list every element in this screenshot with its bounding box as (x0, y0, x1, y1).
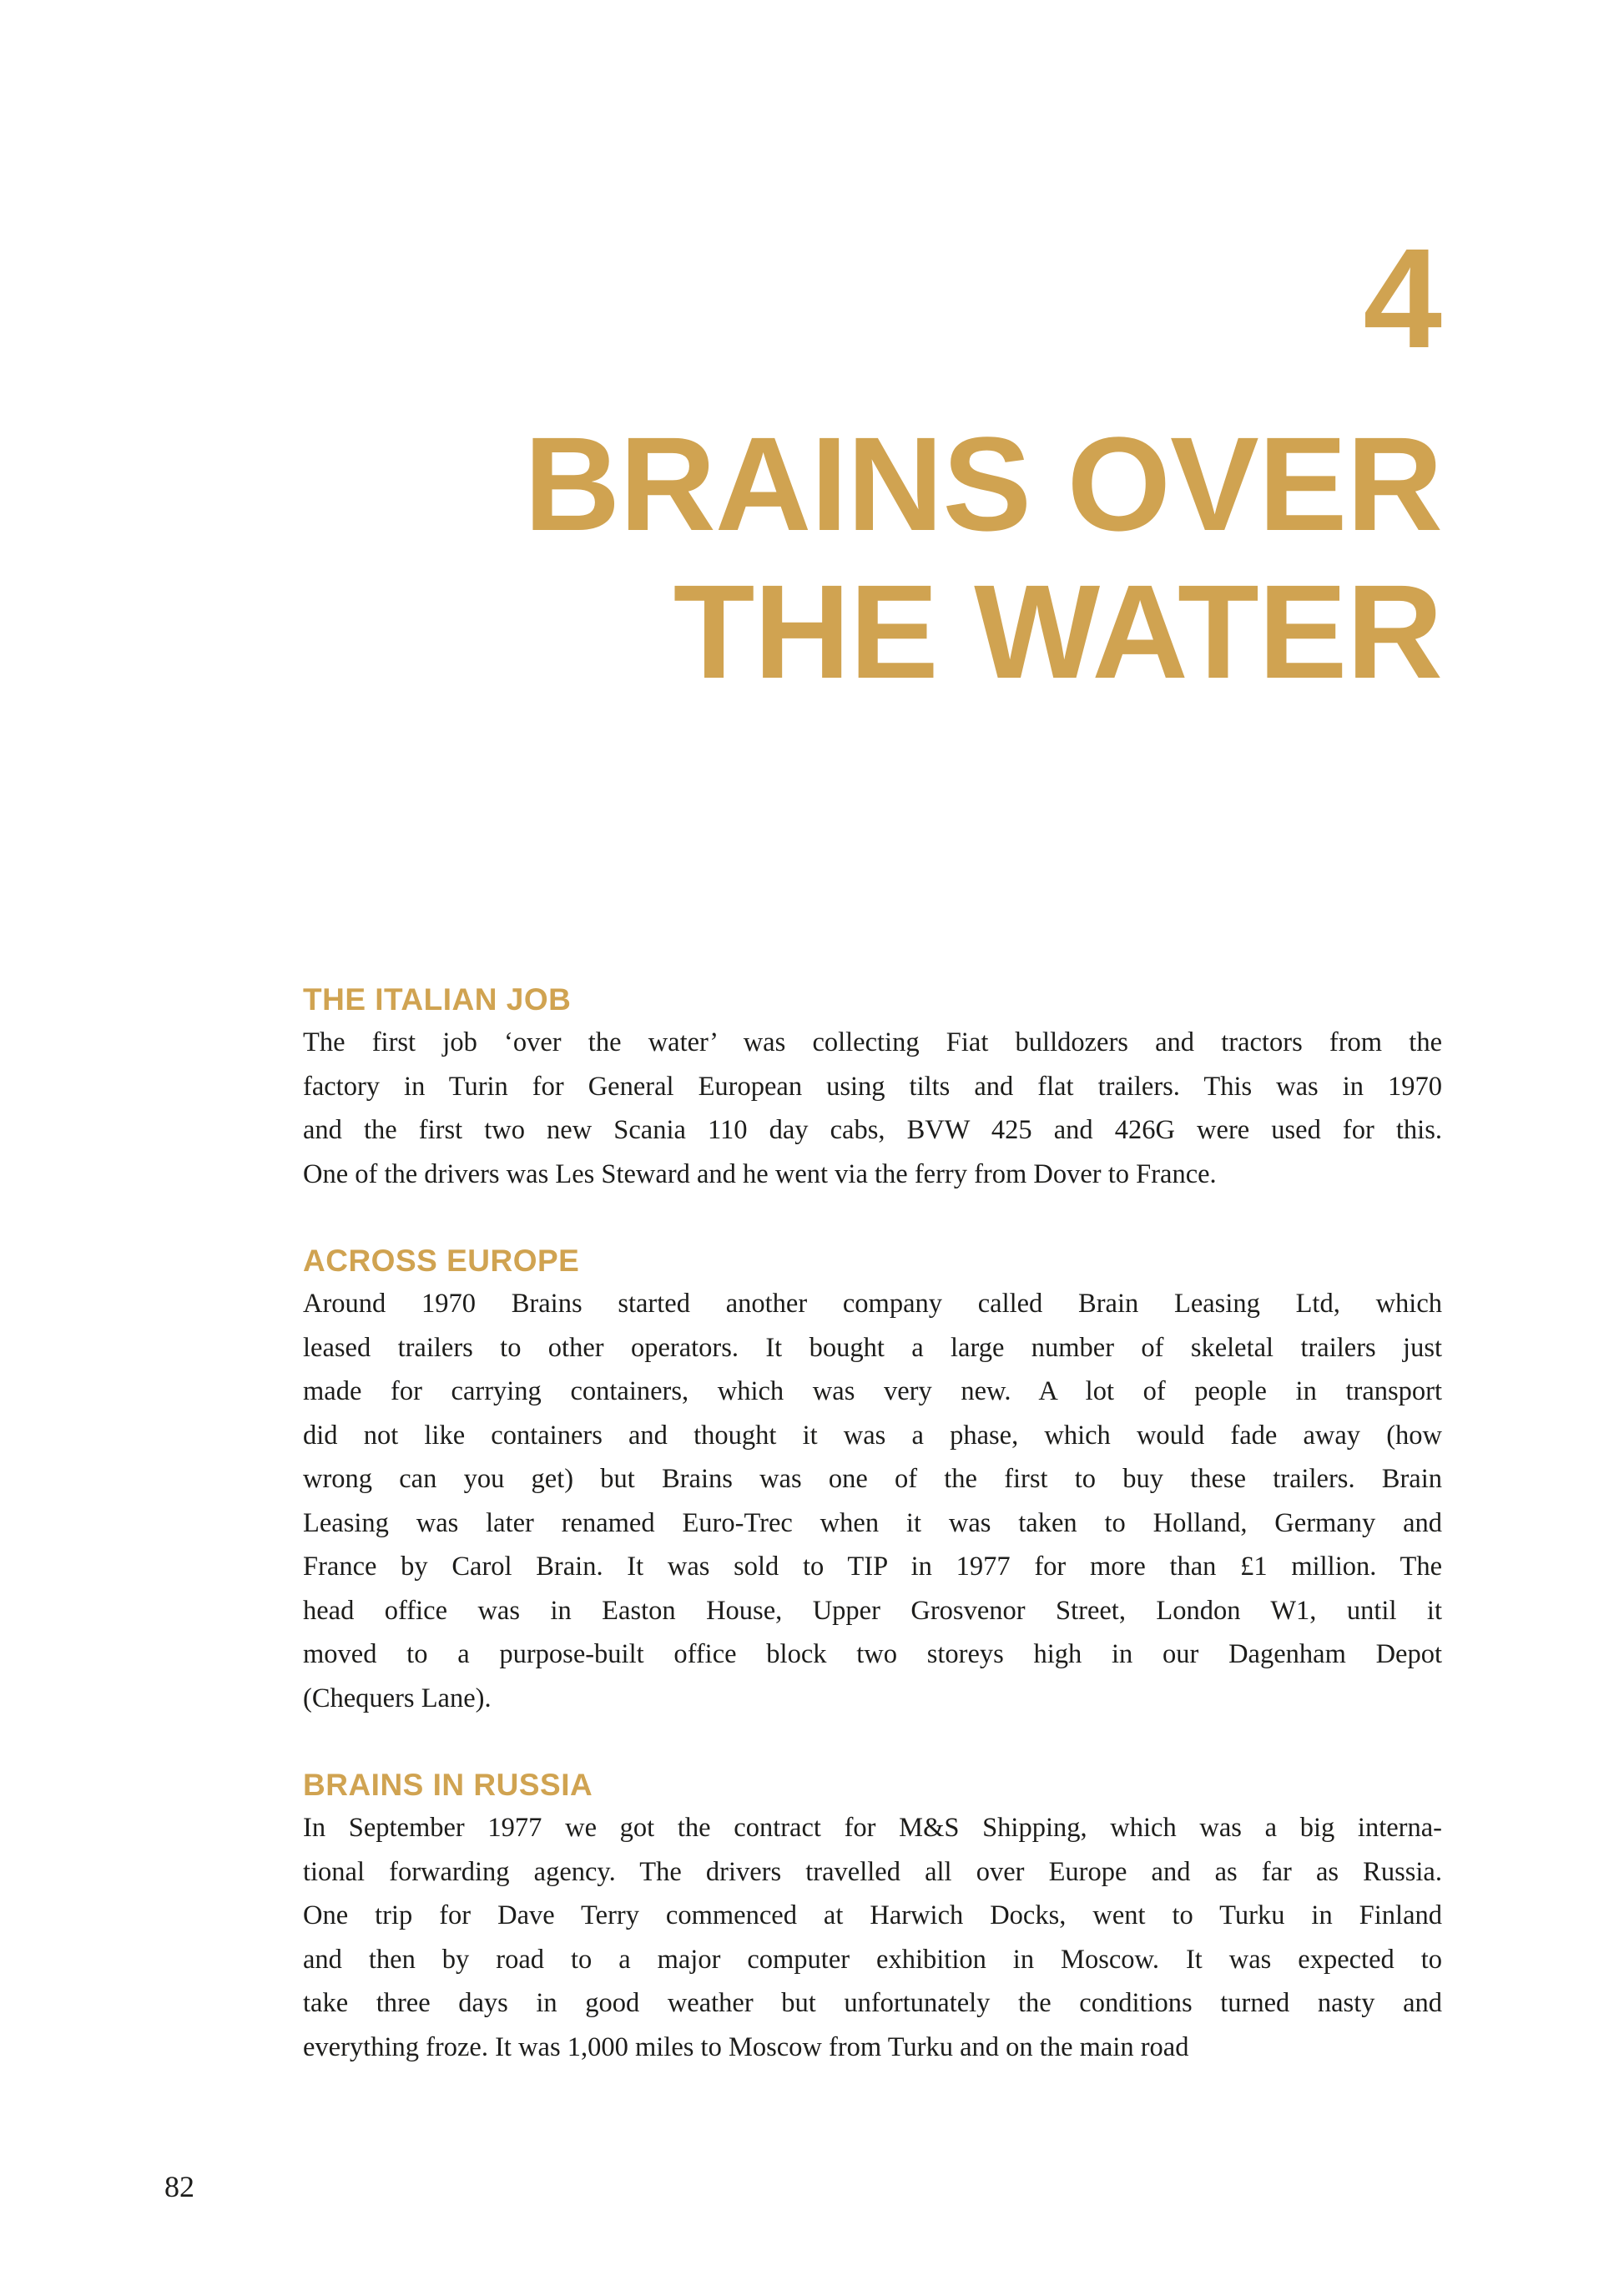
text-line: (Chequers Lane). (303, 1683, 492, 1713)
chapter-header (303, 0, 1442, 705)
text-line: In September 1977 we got the contract for M&S Shipping, which was a big interna- (303, 1813, 1442, 1843)
text-line: made for carrying containers, which was very new. A lot of people in transport (303, 1376, 1442, 1406)
chapter-title-line-1: BRAINS OVER (523, 409, 1442, 558)
text-line: take three days in good weather but unfortunately the conditions turned nasty and (303, 1988, 1442, 2018)
text-line: tional forwarding agency. The drivers travelled all over Europe and as far as Russia. (303, 1856, 1442, 1887)
chapter-title (303, 410, 1442, 705)
section-heading-the-italian-job: THE ITALIAN JOB (303, 982, 572, 1017)
chapter-title-line-2: THE WATER (673, 557, 1442, 706)
text-line: and the first two new Scania 110 day cabs, BVW 425 and 426G were used for this. (303, 1115, 1442, 1145)
paragraph-brains-in-russia (303, 1806, 1442, 2069)
text-line: The first job ‘over the water’ was collecting Fiat bulldozers and tractors from the (303, 1027, 1442, 1057)
text-line: head office was in Easton House, Upper Grosvenor Street, London W1, until it (303, 1595, 1442, 1626)
text-line: factory in Turin for General European using tilts and flat trailers. This was in 1970 (303, 1071, 1442, 1102)
section-heading-brains-in-russia: BRAINS IN RUSSIA (303, 1768, 593, 1802)
text-line: Around 1970 Brains started another company called Brain Leasing Ltd, which (303, 1289, 1442, 1319)
text-line: and then by road to a major computer exhibition in Moscow. It was expected to (303, 1944, 1442, 1975)
text-line: leased trailers to other operators. It bought a large number of skeletal trailers just (303, 1332, 1442, 1363)
text-line: did not like containers and thought it was a phase, which would fade away (how (303, 1420, 1442, 1451)
paragraph-across-europe (303, 1282, 1442, 1720)
text-line: France by Carol Brain. It was sold to TIP in 1977 for more than £1 million. The (303, 1552, 1442, 1582)
text-line: everything froze. It was 1,000 miles to Moscow from Turku and on the main road (303, 2031, 1189, 2062)
text-line: moved to a purpose-built office block two storeys high in our Dagenham Depot (303, 1639, 1442, 1669)
text-line: One trip for Dave Terry commenced at Harwich Docks, went to Turku in Finland (303, 1900, 1442, 1930)
section-heading-across-europe: ACROSS EUROPE (303, 1244, 580, 1278)
paragraph-the-italian-job (303, 1021, 1442, 1196)
chapter-body (303, 981, 1442, 2069)
page-number: 82 (164, 2170, 194, 2203)
chapter-number: 4 (1363, 220, 1442, 378)
text-line: wrong can you get) but Brains was one of the first to buy these trailers. Brain (303, 1464, 1442, 1494)
text-line: Leasing was later renamed Euro-Trec when it was taken to Holland, Germany and (303, 1507, 1442, 1538)
text-column (303, 0, 1442, 2069)
text-line: One of the drivers was Les Steward and he went via the ferry from Dover to France. (303, 1158, 1217, 1189)
